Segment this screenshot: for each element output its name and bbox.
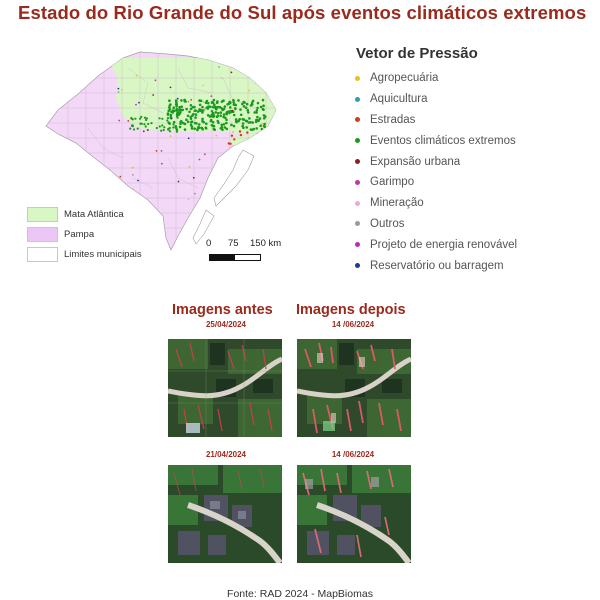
map-point bbox=[223, 113, 226, 116]
map-point bbox=[256, 116, 259, 119]
map-point bbox=[247, 140, 249, 142]
map-point bbox=[150, 122, 152, 124]
map-point bbox=[147, 129, 149, 131]
map-point bbox=[262, 108, 265, 111]
map-point bbox=[189, 166, 191, 168]
map-point bbox=[239, 130, 241, 132]
map-point bbox=[263, 117, 266, 120]
map-point bbox=[255, 75, 257, 77]
map-point bbox=[253, 111, 256, 114]
map-point bbox=[240, 114, 243, 117]
map-point bbox=[257, 119, 260, 122]
map-point bbox=[261, 128, 264, 131]
map-point bbox=[200, 100, 203, 103]
map-point bbox=[204, 153, 206, 155]
map-point bbox=[224, 105, 227, 108]
map-point bbox=[252, 140, 254, 142]
map-point bbox=[190, 104, 193, 107]
map-point bbox=[169, 130, 171, 132]
map-point bbox=[213, 128, 216, 131]
legend-item-reservatorio: Reservatório ou barragem bbox=[355, 255, 517, 276]
map-point bbox=[218, 66, 220, 68]
scale-end: 150 km bbox=[250, 238, 282, 249]
map-point bbox=[144, 117, 146, 119]
map-point bbox=[223, 173, 225, 175]
map-point bbox=[170, 135, 172, 137]
map-point bbox=[229, 106, 232, 109]
map-point bbox=[143, 130, 145, 132]
date-after-1: 14 /06/2024 bbox=[331, 320, 375, 329]
map-point bbox=[198, 108, 201, 111]
map-point bbox=[172, 106, 175, 109]
map-point bbox=[256, 109, 259, 112]
energia-renovavel-dot bbox=[355, 242, 360, 247]
map-point bbox=[233, 114, 236, 117]
map-point bbox=[233, 138, 235, 140]
map-point bbox=[185, 108, 188, 111]
map-point bbox=[230, 61, 232, 63]
map-point bbox=[224, 126, 227, 129]
map-point bbox=[204, 108, 206, 110]
map-point bbox=[176, 115, 178, 117]
eventos-climaticos-dot bbox=[355, 138, 360, 143]
map-point bbox=[172, 123, 174, 125]
legend-limites-municipais: Limites municipais bbox=[27, 244, 142, 264]
map-point bbox=[156, 150, 158, 152]
map-point bbox=[132, 167, 134, 169]
map-point bbox=[228, 142, 230, 144]
map-point bbox=[143, 123, 145, 125]
map-point bbox=[161, 124, 163, 126]
scale-bar bbox=[206, 238, 306, 261]
map-point bbox=[189, 116, 192, 119]
map-point bbox=[188, 199, 190, 201]
map-point bbox=[260, 106, 263, 109]
map-point bbox=[180, 105, 183, 108]
map-point bbox=[251, 147, 253, 149]
map-point bbox=[187, 115, 190, 118]
map-point bbox=[232, 110, 234, 112]
map-point bbox=[135, 104, 137, 106]
legend-mata-atlantica: Mata Atlântica bbox=[27, 204, 142, 224]
map-point bbox=[220, 127, 223, 130]
map-point bbox=[173, 121, 176, 124]
map-point bbox=[168, 99, 171, 102]
map-point bbox=[233, 125, 236, 128]
map-point bbox=[213, 106, 216, 109]
map-point bbox=[179, 126, 182, 129]
map-point bbox=[241, 118, 244, 121]
map-point bbox=[202, 85, 204, 87]
map-point bbox=[167, 117, 169, 119]
map-point bbox=[194, 122, 197, 125]
map-point bbox=[262, 104, 265, 107]
map-point bbox=[134, 118, 136, 120]
map-point bbox=[248, 121, 251, 124]
legend-pampa: Pampa bbox=[27, 224, 142, 244]
map-point bbox=[119, 176, 121, 178]
lagoa-dos-patos bbox=[214, 150, 254, 206]
map-point bbox=[247, 111, 250, 114]
map-point bbox=[225, 122, 228, 125]
map-point bbox=[245, 126, 248, 129]
page-title: Estado do Rio Grande do Sul após eventos climáticos extremos bbox=[18, 2, 587, 23]
map-point bbox=[207, 114, 210, 117]
map-point bbox=[246, 103, 249, 106]
map-point bbox=[201, 111, 204, 114]
map-point bbox=[195, 113, 198, 116]
map-point bbox=[160, 130, 162, 132]
map-point bbox=[257, 62, 259, 64]
map-point bbox=[192, 113, 195, 116]
map-point bbox=[221, 100, 224, 103]
map-point bbox=[133, 128, 135, 130]
map-point bbox=[237, 99, 240, 102]
legend-title: Vetor de Pressão bbox=[356, 45, 478, 62]
map-point bbox=[213, 125, 216, 128]
map-point bbox=[194, 119, 196, 121]
map-point bbox=[188, 137, 190, 139]
map-point bbox=[245, 120, 248, 123]
map-point bbox=[180, 120, 183, 123]
legend-item-expansao-urbana: Expansão urbana bbox=[355, 151, 517, 172]
legend-item-outros: Outros bbox=[355, 214, 517, 235]
map-point bbox=[175, 103, 178, 106]
map-point bbox=[178, 181, 180, 183]
satellite-image-before-1 bbox=[168, 339, 282, 437]
legend-item-eventos-climaticos: Eventos climáticos extremos bbox=[355, 130, 517, 151]
map-point bbox=[263, 70, 265, 72]
map-point bbox=[166, 119, 168, 121]
map-point bbox=[159, 125, 161, 127]
map-point bbox=[199, 159, 201, 161]
map-point bbox=[183, 99, 186, 102]
satellite-image-after-2 bbox=[297, 465, 411, 563]
map-point bbox=[156, 127, 158, 129]
map-point bbox=[256, 107, 259, 110]
map-point bbox=[232, 131, 234, 133]
map-point bbox=[216, 115, 219, 118]
map-point bbox=[248, 90, 250, 92]
map-point bbox=[243, 101, 246, 104]
limites-municipais-swatch bbox=[27, 247, 58, 262]
map-point bbox=[215, 111, 218, 114]
map-point bbox=[225, 113, 228, 116]
map-point bbox=[239, 108, 242, 111]
map-point bbox=[243, 105, 246, 108]
map-point bbox=[193, 177, 195, 179]
map-point bbox=[191, 120, 194, 123]
map-point bbox=[188, 101, 190, 103]
legend-item-garimpo: Garimpo bbox=[355, 172, 517, 193]
map-point bbox=[234, 108, 237, 111]
map-point bbox=[257, 153, 259, 155]
map-point bbox=[207, 102, 210, 105]
map-point bbox=[170, 87, 172, 89]
map-point bbox=[132, 118, 134, 120]
map-point bbox=[255, 119, 258, 122]
map-point bbox=[237, 120, 240, 123]
map-point bbox=[132, 174, 134, 176]
map-point bbox=[240, 134, 242, 136]
legend-item-estradas: Estradas bbox=[355, 110, 517, 131]
map-point bbox=[254, 148, 256, 150]
map-point bbox=[223, 108, 226, 111]
pampa-swatch bbox=[27, 227, 58, 242]
legend-item-agropecuaria: Agropecuária bbox=[355, 68, 517, 89]
map-point bbox=[201, 128, 204, 131]
map-point bbox=[167, 128, 169, 130]
map-legend bbox=[27, 204, 142, 264]
map-point bbox=[147, 123, 149, 125]
map-point bbox=[232, 99, 235, 102]
map-point bbox=[138, 102, 140, 104]
map-point bbox=[194, 193, 196, 195]
pressure-vector-legend bbox=[355, 68, 517, 276]
map-point bbox=[174, 125, 177, 128]
map-point bbox=[129, 128, 131, 130]
map-point bbox=[159, 117, 161, 119]
map-point bbox=[196, 129, 199, 132]
legend-item-aquicultura: Aquicultura bbox=[355, 89, 517, 110]
before-heading: Imagens antes bbox=[172, 302, 273, 318]
map-point bbox=[137, 180, 139, 182]
map-point bbox=[140, 116, 142, 118]
map-point bbox=[261, 123, 263, 125]
map-point bbox=[250, 104, 253, 107]
map-point bbox=[257, 102, 260, 105]
map-point bbox=[172, 126, 174, 128]
map-point bbox=[190, 124, 193, 127]
map-point bbox=[188, 111, 191, 114]
map-point bbox=[252, 121, 255, 124]
map-point bbox=[190, 99, 192, 101]
map-point bbox=[145, 125, 147, 127]
map-point bbox=[161, 118, 163, 120]
map-point bbox=[163, 129, 165, 131]
map-point bbox=[197, 110, 200, 113]
map-point bbox=[118, 88, 120, 90]
map-point bbox=[220, 124, 223, 127]
map-point bbox=[177, 98, 179, 100]
map-point bbox=[216, 102, 219, 105]
map-point bbox=[155, 79, 157, 81]
after-heading: Imagens depois bbox=[296, 302, 406, 318]
agropecuaria-dot bbox=[355, 76, 360, 81]
expansao-urbana-dot bbox=[355, 159, 360, 164]
map-point bbox=[193, 127, 196, 130]
map-point bbox=[172, 109, 175, 112]
map-point bbox=[168, 122, 171, 125]
map-point bbox=[231, 72, 233, 74]
map-point bbox=[241, 125, 244, 128]
map-point bbox=[213, 99, 216, 102]
legend-item-mineracao: Mineração bbox=[355, 193, 517, 214]
map-point bbox=[199, 104, 202, 107]
map-point bbox=[118, 91, 120, 93]
map-point bbox=[184, 128, 187, 131]
map-point bbox=[205, 126, 208, 129]
map-point bbox=[263, 114, 266, 117]
map-point bbox=[219, 106, 222, 109]
map-point bbox=[198, 126, 201, 129]
map-point bbox=[211, 110, 214, 113]
map-point bbox=[263, 123, 266, 126]
map-point bbox=[121, 89, 123, 91]
map-point bbox=[217, 112, 220, 115]
map-point bbox=[242, 122, 245, 125]
map-point bbox=[185, 118, 188, 121]
map-point bbox=[127, 120, 129, 122]
map-point bbox=[219, 166, 221, 168]
satellite-image-after-1 bbox=[297, 339, 411, 437]
scale-mid: 75 bbox=[228, 238, 239, 249]
scale-bar-graphic bbox=[209, 254, 261, 261]
map-point bbox=[211, 95, 213, 97]
estradas-dot bbox=[355, 117, 360, 122]
map-point bbox=[220, 111, 223, 114]
satellite-image-before-2 bbox=[168, 465, 282, 563]
map-point bbox=[251, 102, 254, 105]
map-point bbox=[205, 122, 208, 125]
map-point bbox=[209, 105, 212, 108]
map-point bbox=[192, 106, 195, 109]
mata-atlantica-swatch bbox=[27, 207, 58, 222]
map-point bbox=[139, 123, 141, 125]
map-point bbox=[250, 128, 253, 131]
map-point bbox=[238, 146, 240, 148]
map-point bbox=[223, 123, 226, 126]
map-point bbox=[194, 116, 197, 119]
map-point bbox=[230, 124, 233, 127]
map-point bbox=[205, 101, 208, 104]
map-point bbox=[255, 127, 258, 130]
map-point bbox=[194, 109, 197, 112]
scale-zero: 0 bbox=[206, 238, 212, 249]
map-point bbox=[228, 102, 231, 105]
map-point bbox=[231, 135, 233, 137]
map-point bbox=[211, 101, 214, 104]
map-point bbox=[201, 106, 204, 109]
aquicultura-dot bbox=[355, 97, 360, 102]
date-before-2: 21/04/2024 bbox=[205, 450, 247, 459]
outros-dot bbox=[355, 221, 360, 226]
map-point bbox=[132, 125, 134, 127]
map-point bbox=[235, 120, 238, 123]
map-point bbox=[137, 128, 139, 130]
map-point bbox=[246, 109, 249, 112]
map-point bbox=[118, 120, 120, 122]
map-point bbox=[176, 131, 178, 133]
map-point bbox=[145, 119, 147, 121]
map-point bbox=[216, 135, 218, 137]
reservatorio-dot bbox=[355, 263, 360, 268]
map-point bbox=[167, 112, 170, 115]
map-point bbox=[219, 115, 222, 118]
map-point bbox=[217, 122, 220, 125]
map-point bbox=[250, 142, 252, 144]
map-point bbox=[210, 120, 213, 123]
map-point bbox=[187, 121, 190, 124]
map-point bbox=[180, 109, 183, 112]
map-point bbox=[224, 116, 227, 119]
legend-item-energia-renovavel: Projeto de energia renovável bbox=[355, 234, 517, 255]
map-point bbox=[213, 103, 216, 106]
map-point bbox=[248, 117, 251, 120]
map-point bbox=[161, 163, 163, 165]
map-point bbox=[206, 106, 209, 109]
map-point bbox=[191, 127, 194, 130]
map-point bbox=[161, 150, 163, 152]
map-point bbox=[263, 84, 265, 86]
date-before-1: 25/04/2024 bbox=[205, 320, 247, 329]
map-point bbox=[201, 120, 204, 123]
map-point bbox=[136, 75, 138, 77]
map-point bbox=[221, 77, 223, 79]
map-point bbox=[212, 121, 215, 124]
map-point bbox=[163, 126, 165, 128]
map-point bbox=[234, 104, 237, 107]
map-point bbox=[198, 123, 201, 126]
map-point bbox=[171, 118, 173, 120]
map-point bbox=[169, 104, 172, 107]
map-point bbox=[262, 99, 265, 102]
map-point bbox=[265, 129, 267, 131]
map-point bbox=[180, 99, 183, 102]
map-point bbox=[230, 149, 232, 151]
map-point bbox=[246, 131, 248, 133]
map-point bbox=[211, 115, 214, 118]
map-point bbox=[184, 123, 187, 126]
date-after-2: 14 /06/2024 bbox=[331, 450, 375, 459]
map-point bbox=[203, 101, 205, 103]
source-credit: Fonte: RAD 2024 - MapBiomas bbox=[227, 588, 373, 600]
garimpo-dot bbox=[355, 180, 360, 185]
mineracao-dot bbox=[355, 201, 360, 206]
map-point bbox=[152, 94, 154, 96]
